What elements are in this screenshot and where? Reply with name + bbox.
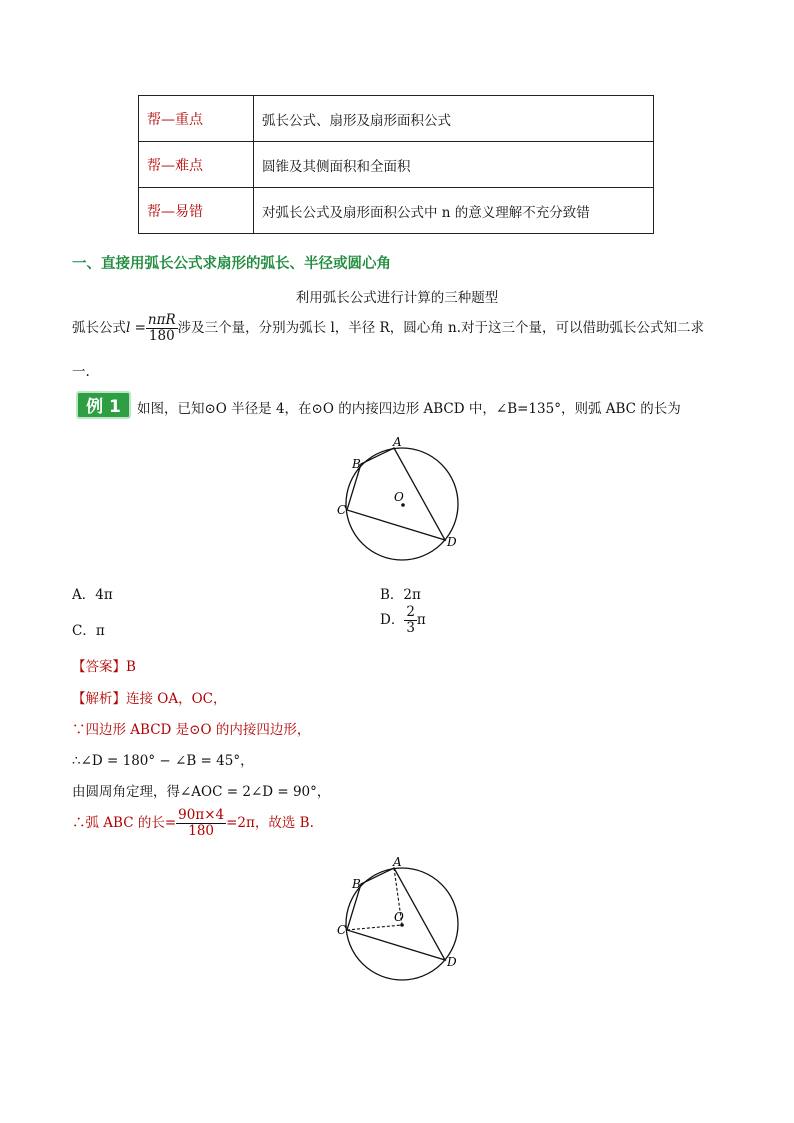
answer-label: 【答案】 bbox=[72, 659, 126, 675]
option-d-suffix: π bbox=[416, 611, 426, 628]
label-c: C bbox=[337, 923, 347, 937]
label-o: O bbox=[394, 490, 404, 504]
analysis-line4-suffix: =2π，故选 B. bbox=[226, 814, 314, 831]
option-a: A．4π bbox=[72, 587, 113, 603]
table-row bbox=[139, 96, 654, 142]
analysis-line2: ∴∠D = 180° − ∠B = 45°， bbox=[72, 753, 254, 769]
table-value: 圆锥及其侧面积和全面积 bbox=[254, 142, 654, 188]
label-d: D bbox=[447, 955, 457, 969]
intro-line1: 涉及三个量，分别为弧长 l，半径 R，圆心角 n.对于这三个量，可以借助弧长公式知二求 bbox=[177, 319, 704, 336]
formula-numerator: nπR bbox=[147, 312, 176, 328]
analysis-line4-prefix: ∴弧 ABC 的长= bbox=[72, 814, 177, 831]
intro-prefix: 弧长公式 bbox=[72, 319, 126, 336]
analysis-label: 【解析】 bbox=[72, 691, 126, 707]
arc-length-fraction bbox=[146, 313, 178, 344]
figure-circle-solution bbox=[330, 855, 470, 985]
label-b: B bbox=[352, 457, 361, 471]
table-value: 对弧长公式及扇形面积公式中 n 的意义理解不充分致错 bbox=[254, 188, 654, 234]
label-o: O bbox=[394, 910, 404, 924]
option-b: B．2π bbox=[380, 587, 421, 603]
figure-circle-quadrilateral bbox=[330, 435, 470, 565]
table-key: 帮—重点 bbox=[139, 96, 254, 142]
example-badge: 例 1 bbox=[76, 391, 131, 419]
section-title: 一、直接用弧长公式求扇形的弧长、半径或圆心角 bbox=[72, 255, 391, 272]
section-subtitle: 利用弧长公式进行计算的三种题型 bbox=[295, 290, 499, 306]
analysis-line4 bbox=[72, 808, 314, 839]
option-d-prefix: D． bbox=[380, 611, 405, 628]
label-a: A bbox=[393, 855, 402, 869]
analysis-denominator: 180 bbox=[188, 822, 215, 839]
table-row bbox=[139, 142, 654, 188]
dashed-oc bbox=[347, 925, 402, 930]
analysis-numerator: 90π×4 bbox=[178, 807, 225, 823]
analysis-line1: ∵四边形 ABCD 是⊙O 的内接四边形， bbox=[72, 722, 311, 738]
formula-denominator: 180 bbox=[148, 327, 175, 344]
intro-paragraph bbox=[72, 313, 732, 344]
answer bbox=[72, 655, 136, 675]
analysis-line3: 由圆周角定理，得∠AOC = 2∠D = 90°， bbox=[72, 784, 331, 800]
analysis-line0 bbox=[72, 687, 227, 707]
option-c: C．π bbox=[72, 623, 105, 639]
label-b: B bbox=[352, 877, 361, 891]
option-d-numerator: 2 bbox=[406, 604, 415, 620]
key-points-table bbox=[138, 95, 654, 234]
table-value: 弧长公式、扇形及扇形面积公式 bbox=[254, 96, 654, 142]
option-d bbox=[380, 605, 426, 636]
example-question: 如图，已知⊙O 半径是 4，在⊙O 的内接四边形 ABCD 中，∠B=135°，则弧 ABC 的长为 bbox=[137, 401, 681, 417]
label-d: D bbox=[447, 535, 457, 549]
answer-value: B bbox=[126, 659, 136, 675]
option-d-denominator: 3 bbox=[406, 619, 415, 636]
intro-line2: 一. bbox=[72, 364, 90, 380]
table-key: 帮—难点 bbox=[139, 142, 254, 188]
formula-lhs: l = bbox=[126, 319, 146, 336]
table-row bbox=[139, 188, 654, 234]
label-c: C bbox=[337, 503, 347, 517]
analysis-text0: 连接 OA，OC， bbox=[126, 691, 227, 707]
label-a: A bbox=[393, 435, 402, 449]
table-key: 帮—易错 bbox=[139, 188, 254, 234]
